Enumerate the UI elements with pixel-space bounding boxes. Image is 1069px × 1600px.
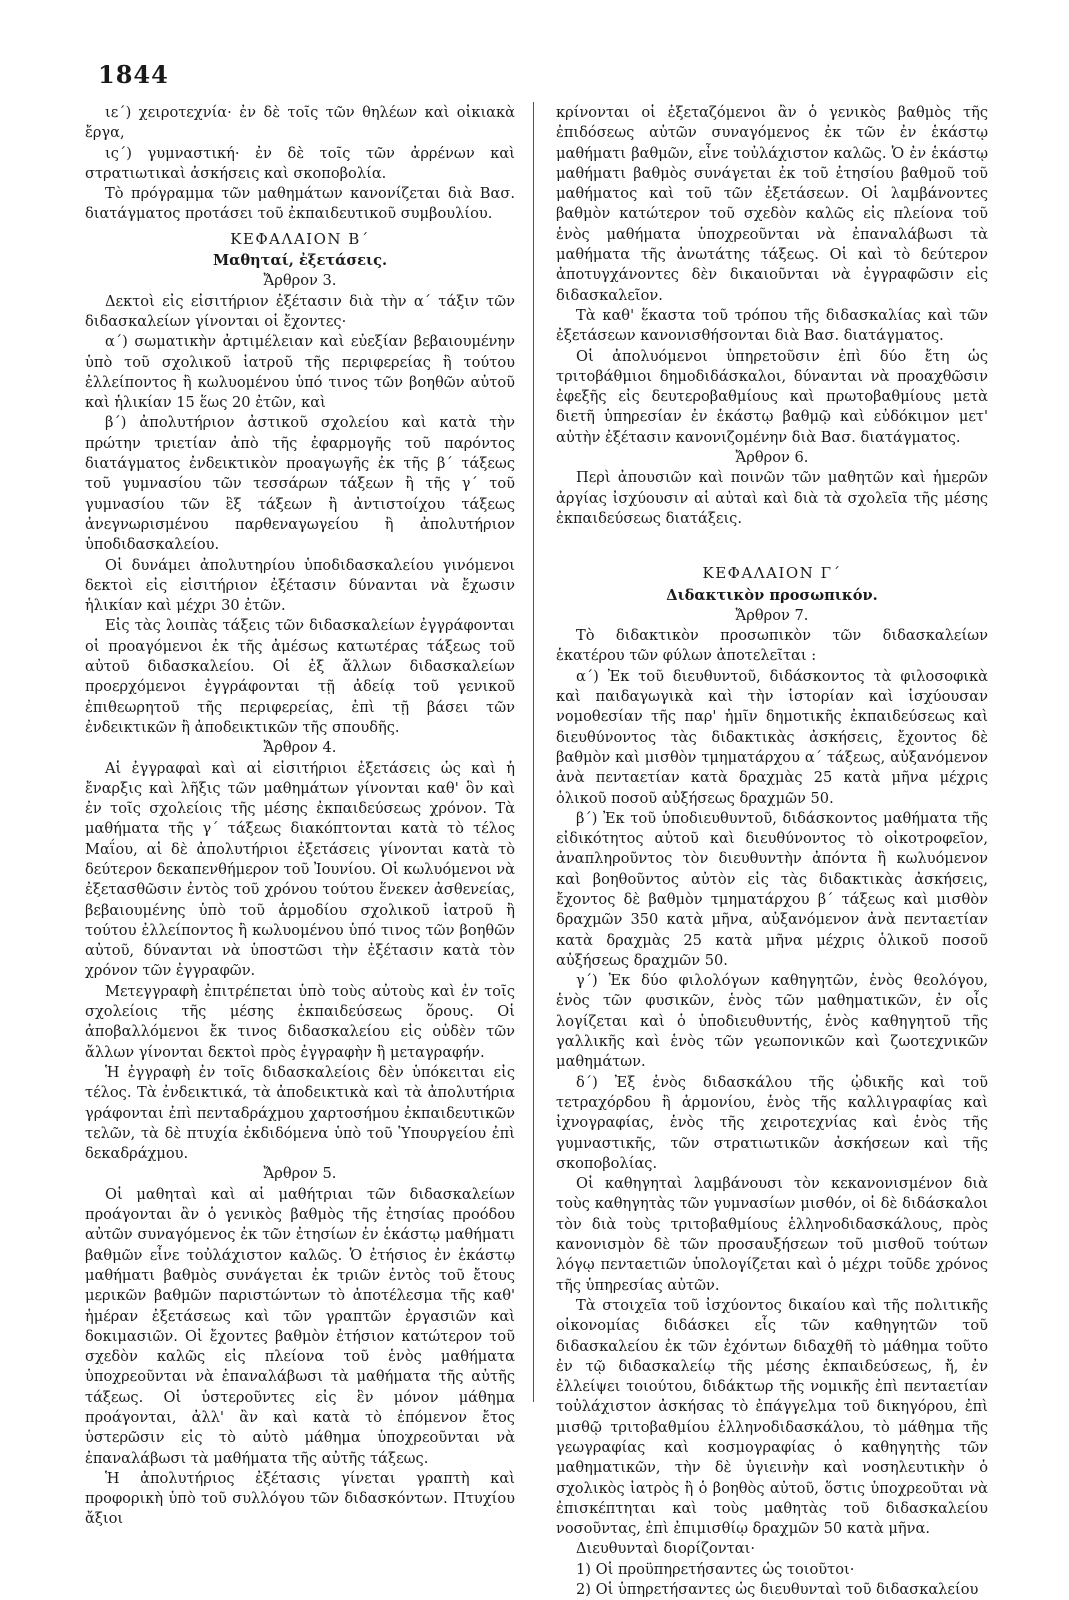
paragraph: β΄) ἀπολυτήριον ἀστικοῦ σχολείου καὶ κατὰ τὴν πρώτην τριετίαν ἀπὸ τῆς ἐφαρμογῆς τοῦ παρόντος διατάγματος ἐνδεικτικὸν προαγωγῆς ἐκ τῆς β΄ τάξεως τοῦ γυμνασίου τῶν τεσσάρων τάξεων ἢ τῆς γ΄ τοῦ γυμνασίου τῶν ἓξ τάξεων ἢ ἀντιστοίχου τάξεως ἀνεγνωρισμένου παρθεναγωγείου ἢ ἀπολυτήριον ὑποδιδασκαλείου. <box>85 414 515 554</box>
paragraph: α΄) Ἐκ τοῦ διευθυντοῦ, διδάσκοντος τὰ φιλοσοφικὰ καὶ παιδαγωγικὰ καὶ τὴν ἱστορίαν καὶ ἰσχύουσαν νομοθεσίαν τῆς παρ' ἡμῖν δημοτικῆς ἐκπαιδεύσεως καὶ διευθύνοντος τὰς διδακτικὰς ἀσκήσεις, ἔχοντος δὲ βαθμὸν καὶ μισθὸν τμηματάρχου α΄ τάξεως, αὐξανόμενον ἀνὰ πενταετίαν κατὰ δραχμὰς 25 κατὰ μῆνα μέχρις ὁλικοῦ ποσοῦ αὐξήσεως δραχμῶν 50. <box>556 667 988 807</box>
paragraph: δ΄) Ἐξ ἑνὸς διδασκάλου τῆς ᾠδικῆς καὶ τοῦ τετραχόρδου ἢ ἁρμονίου, ἑνὸς τῆς καλλιγραφίας καὶ ἰχνογραφίας, ἑνὸς τῆς χειροτεχνίας καὶ ἑνὸς τῆς γυμναστικῆς, τῶν στρατιωτικῶν ἀσκήσεων καὶ τῆς σκοποβολίας. <box>556 1073 988 1172</box>
article-heading: Ἄρθρον 5. <box>263 1165 337 1183</box>
paragraph: Αἱ ἐγγραφαὶ καὶ αἱ εἰσιτήριοι ἐξετάσεις ὡς καὶ ἡ ἔναρξις καὶ λῆξις τῶν μαθημάτων γίνονται καθ' ὃν καὶ ἐν τοῖς σχολείοις τῆς μέσης ἐκπαιδεύσεως χρόνον. Τὰ μαθήματα τῆς γ΄ τάξεως διακόπτονται κατὰ τὸ τέλος Μαΐου, αἱ δὲ ἀπολυτήριοι ἐξετάσεις γίνονται κατὰ τὸ δεύτερον δεκαπενθήμερον τοῦ Ἰουνίου. Οἱ κωλυόμενοι νὰ ἐξετασθῶσιν ἐντὸς τοῦ χρόνου τούτου ἕνεκεν ἀσθενείας, βεβαιουμένης ὑπὸ τοῦ ἁρμοδίου σχολικοῦ ἰατροῦ ἢ τούτου ἐλλείποντος ἢ κωλυομένου ὑπό τινος τῶν βοηθῶν αὐτοῦ, δύνανται νὰ ὑποστῶσι τὴν ἐξέτασιν κατὰ τὸν χρόνον τῶν ἐγγραφῶν. <box>85 759 515 980</box>
paragraph: Ἡ ἐγγραφὴ ἐν τοῖς διδασκαλείοις δὲν ὑπόκειται εἰς τέλος. Τὰ ἐνδεικτικά, τὰ ἀποδεικτικὰ καὶ τὰ ἀπολυτήρια γράφονται ἐπὶ πενταδράχμου χαρτοσήμου ἐκπαιδευτικῶν τελῶν, τὰ δὲ πτυχία ἐκδιδόμενα ὑπὸ τοῦ Ὑπουργείου ἐπὶ δεκαδράχμου. <box>85 1063 515 1163</box>
section-title: Διδακτικὸν προσωπικόν. <box>666 586 878 604</box>
article-heading: Ἄρθρον 7. <box>735 606 809 624</box>
paragraph: Τὰ στοιχεῖα τοῦ ἰσχύοντος δικαίου καὶ τῆς πολιτικῆς οἰκονομίας διδάσκει εἷς τῶν καθηγητῶν τοῦ διδασκαλείου ἐκ τῶν ἐχόντων διδαχθῆ τὸ μάθημα τοῦτο ἐν τῷ διδασκαλείῳ τῆς μέσης ἐκπαιδεύσεως, ἤ, ἐν ἐλλείψει τοιούτου, διδάκτωρ τῆς νομικῆς ἐπὶ πενταετίαν τοὐλάχιστον ἀσκήσας τὸ ἐπάγγελμα τοῦ δικηγόρου, ἐπὶ μισθῷ τριτοβαθμίου ἑλληνοδιδασκάλου, τὸ μάθημα τῆς γεωγραφίας καὶ κοσμογραφίας ὁ καθηγητὴς τῶν μαθηματικῶν, τὴν δὲ ὑγιεινὴν καὶ νοσηλευτικὴν ὁ σχολικὸς ἰατρὸς ἢ ὁ βοηθὸς αὐτοῦ, ὅστις ὑποχρεοῦται νὰ ἐπισκέπτηται καὶ τοὺς μαθητὰς τοῦ διδασκαλείου νοσοῦντας, ἐπὶ ἐπιμισθίῳ δραχμῶν 50 κατὰ μῆνα. <box>556 1296 988 1538</box>
paragraph: Τὸ διδακτικὸν προσωπικὸν τῶν διδασκαλείων ἑκατέρου τῶν φύλων ἀποτελεῖται : <box>556 627 988 665</box>
paragraph: Δεκτοὶ εἰς εἰσιτήριον ἐξέτασιν διὰ τὴν α΄ τάξιν τῶν διδασκαλείων γίνονται οἱ ἔχοντες· <box>85 292 515 330</box>
article-heading: Ἄρθρον 3. <box>263 272 337 290</box>
paragraph: Περὶ ἀπουσιῶν καὶ ποινῶν τῶν μαθητῶν καὶ ἡμερῶν ἀργίας ἰσχύουσιν αἱ αὐταὶ καὶ διὰ τὰ σχολεῖα τῆς μέσης ἐκπαιδεύσεως διατάξεις. <box>556 469 988 527</box>
column-divider <box>533 102 534 1402</box>
paragraph: κρίνονται οἱ ἐξεταζόμενοι ἂν ὁ γενικὸς βαθμὸς τῆς ἐπιδόσεως αὐτῶν συναγόμενος ἐκ τῶν ἐν ἑκάστῳ μαθήματι βαθμῶν, εἶνε τοὐλάχιστον καλῶς. Ὁ ἐν ἑκάστῳ μαθήματι βαθμὸς συνάγεται ἐκ τοῦ ἐτησίου βαθμοῦ τοῦ μαθήματος καὶ τοῦ τῶν ἐξετάσεων. Οἱ λαμβάνοντες βαθμὸν κατώτερον τοῦ σχεδὸν καλῶς εἰς πλείονα τοῦ ἑνὸς μαθήματα ὑποχρεοῦνται νὰ ἐπαναλάβωσι τὰ μαθήματα τῆς ἀνωτάτης τάξεως. Οἱ καὶ τὸ δεύτερον ἀποτυγχάνοντες δὲν δικαιοῦνται νὰ ἐγγραφῶσιν εἰς διδασκαλεῖον. <box>556 104 988 304</box>
paragraph: Μετεγγραφὴ ἐπιτρέπεται ὑπὸ τοὺς αὐτοὺς καὶ ἐν τοῖς σχολείοις τῆς μέσης ἐκπαιδεύσεως ὅρους. Οἱ ἀποβαλλόμενοι ἔκ τινος διδασκαλείου εἰς οὐδὲν τῶν ἄλλων γίνονται δεκτοὶ πρὸς ἐγγραφὴν ἢ μεταγραφήν. <box>85 982 515 1061</box>
chapter-heading: ΚΕΦΑΛΑΙΟΝ Γ΄ <box>702 564 842 583</box>
chapter-heading: ΚΕΦΑΛΑΙΟΝ Β΄ <box>230 229 370 248</box>
section-gap <box>556 529 988 559</box>
paragraph: Ἡ ἀπολυτήριος ἐξέτασις γίνεται γραπτὴ καὶ προφορικὴ ὑπὸ τοῦ συλλόγου τῶν διδασκόντων. Πτυχίου ἄξιοι <box>85 1469 515 1528</box>
right-column <box>556 103 988 1600</box>
paragraph: Τὸ πρόγραμμα τῶν μαθημάτων κανονίζεται διὰ Βασ. διατάγματος προτάσει τοῦ ἐκπαιδευτικοῦ συμβουλίου. <box>85 185 515 223</box>
paragraph: Διευθυνταὶ διορίζονται· <box>576 1540 755 1558</box>
paragraph: ις΄) γυμναστική· ἐν δὲ τοῖς τῶν ἀρρένων καὶ στρατιωτικαὶ ἀσκήσεις καὶ σκοποβολία. <box>85 144 515 182</box>
paragraph: 2) Οἱ ὑπηρετήσαντες ὡς διευθυνταὶ τοῦ διδασκαλείου <box>576 1581 979 1599</box>
paragraph: β΄) Ἐκ τοῦ ὑποδιευθυντοῦ, διδάσκοντος μαθήματα τῆς εἰδικότητος αὐτοῦ καὶ διευθύνοντος τὸ οἰκοτροφεῖον, ἀναπληροῦντος τὸν διευθυντὴν ἀπόντα ἢ κωλυόμενον καὶ βοηθοῦντος αὐτὸν εἰς τὰς διδακτικὰς ἀσκήσεις, ἔχοντος δὲ βαθμὸν τμηματάρχου β΄ τάξεως καὶ μισθὸν δραχμῶν 350 κατὰ μῆνα, αὐξανόμενον ἀνὰ πενταετίαν κατὰ δραχμὰς 25 κατὰ μῆνα μέχρις ὁλικοῦ ποσοῦ αὐξήσεως δραχμῶν 50. <box>556 809 988 969</box>
article-heading: Ἄρθρον 4. <box>263 739 337 757</box>
paragraph: ιε΄) χειροτεχνία· ἐν δὲ τοῖς τῶν θηλέων καὶ οἰκιακὰ ἔργα, <box>85 104 515 142</box>
left-column <box>85 103 515 1530</box>
paragraph: Οἱ μαθηταὶ καὶ αἱ μαθήτριαι τῶν διδασκαλείων προάγονται ἂν ὁ γενικὸς βαθμὸς τῆς ἐτησίας προόδου αὐτῶν συναγόμενος ἐκ τῶν ἐτησίων ἐν ἑκάστῳ μαθήματι βαθμῶν εἶνε τοὐλάχιστον καλῶς. Ὁ ἐτήσιος ἐν ἑκάστῳ μαθήματι βαθμὸς συνάγεται ἐκ τριῶν ἐντὸς τοῦ ἔτους μερικῶν βαθμῶν παριστώντων τὸ ἀποτέλεσμα τῆς καθ' ἡμέραν ἐξετάσεως καὶ τῶν γραπτῶν ἐργασιῶν καὶ δοκιμασιῶν. Οἱ ἔχοντες βαθμὸν ἐτήσιον κατώτερον τοῦ σχεδὸν καλῶς εἰς πλείονα τοῦ ἑνὸς μαθήματα ὑποχρεοῦνται νὰ ἐπαναλάβωσι τὰ μαθήματα τῆς αὐτῆς τάξεως. Οἱ ὑστεροῦντες εἰς ἓν μόνον μάθημα προάγονται, ἀλλ' ἂν καὶ κατὰ τὸ ἐπόμενον ἔτος ὑστερῶσιν εἰς τὸ αὐτὸ μάθημα ὑποχρεοῦνται νὰ ἐπαναλάβωσι τὰ μαθήματα τῆς αὐτῆς τάξεως. <box>85 1185 515 1467</box>
paragraph: Οἱ δυνάμει ἀπολυτηρίου ὑποδιδασκαλείου γινόμενοι δεκτοὶ εἰς εἰσιτήριον ἐξέτασιν δύνανται νὰ ἔχωσιν ἡλικίαν καὶ μέχρι 30 ἐτῶν. <box>85 556 515 615</box>
paragraph: γ΄) Ἐκ δύο φιλολόγων καθηγητῶν, ἑνὸς θεολόγου, ἑνὸς τῶν φυσικῶν, ἑνὸς τῶν μαθηματικῶν, ἐν οἷς λογίζεται καὶ ὁ ὑποδιευθυντής, ἑνὸς καθηγητοῦ τῆς γαλλικῆς καὶ ἑνὸς τῶν γεωπονικῶν καὶ ζωοτεχνικῶν μαθημάτων. <box>556 972 988 1071</box>
section-title: Μαθηταί, ἐξετάσεις. <box>212 252 388 270</box>
article-heading: Ἄρθρον 6. <box>735 449 809 467</box>
paragraph: α΄) σωματικὴν ἀρτιμέλειαν καὶ εὐεξίαν βεβαιουμένην ὑπὸ τοῦ σχολικοῦ ἰατροῦ τῆς περιφερείας ἢ τούτου ἐλλείποντος ἢ κωλυομένου ὑπό τινος τῶν βοηθῶν αὐτοῦ καὶ ἡλικίαν 15 ἕως 20 ἐτῶν, καὶ <box>85 333 515 412</box>
paragraph: 1) Οἱ προϋπηρετήσαντες ὡς τοιοῦτοι· <box>576 1560 855 1578</box>
paragraph: Εἰς τὰς λοιπὰς τάξεις τῶν διδασκαλείων ἐγγράφονται οἱ προαγόμενοι ἐκ τῆς ἀμέσως κατωτέρας τάξεως τοῦ αὐτοῦ διδασκαλείου. Οἱ ἐξ ἄλλων διδασκαλείων προερχόμενοι ἐγγράφονται τῇ ἀδείᾳ τοῦ γενικοῦ ἐπιθεωρητοῦ τῆς περιφερείας, ἐπὶ τῇ βάσει τῶν ἐνδεικτικῶν ἢ ἀποδεικτικῶν τῆς σπουδῆς. <box>85 617 515 736</box>
paragraph: Τὰ καθ' ἕκαστα τοῦ τρόπου τῆς διδασκαλίας καὶ τῶν ἐξετάσεων κανονισθήσονται διὰ Βασ. διατάγματος. <box>556 306 988 345</box>
paragraph: Οἱ καθηγηταὶ λαμβάνουσι τὸν κεκανονισμένον διὰ τοὺς καθηγητὰς τῶν γυμνασίων μισθόν, οἱ δὲ διδάσκαλοι τὸν διὰ τοὺς τριτοβαθμίους ἑλληνοδιδασκάλους, πρὸς κανονισμὸν δὲ τῶν προσαυξήσεων τοῦ μισθοῦ τούτων λόγῳ πενταετιῶν ὑπολογίζεται καὶ ὁ μέχρι τοῦδε χρόνος τῆς ὑπηρεσίας αὐτῶν. <box>556 1175 988 1294</box>
page-number: 1844 <box>98 60 169 89</box>
paragraph: Οἱ ἀπολυόμενοι ὑπηρετοῦσιν ἐπὶ δύο ἔτη ὡς τριτοβάθμιοι δημοδιδάσκαλοι, δύνανται νὰ προαχθῶσιν ἐφεξῆς εἰς δευτεροβαθμίους καὶ πρωτοβαθμίους μετὰ διετῆ ὑπηρεσίαν ἐν ἑκάστῳ βαθμῷ καὶ εὐδόκιμον μετ' αὐτὴν ἐξέτασιν κανονιζομένην διὰ Βασ. διατάγματος. <box>556 347 988 446</box>
